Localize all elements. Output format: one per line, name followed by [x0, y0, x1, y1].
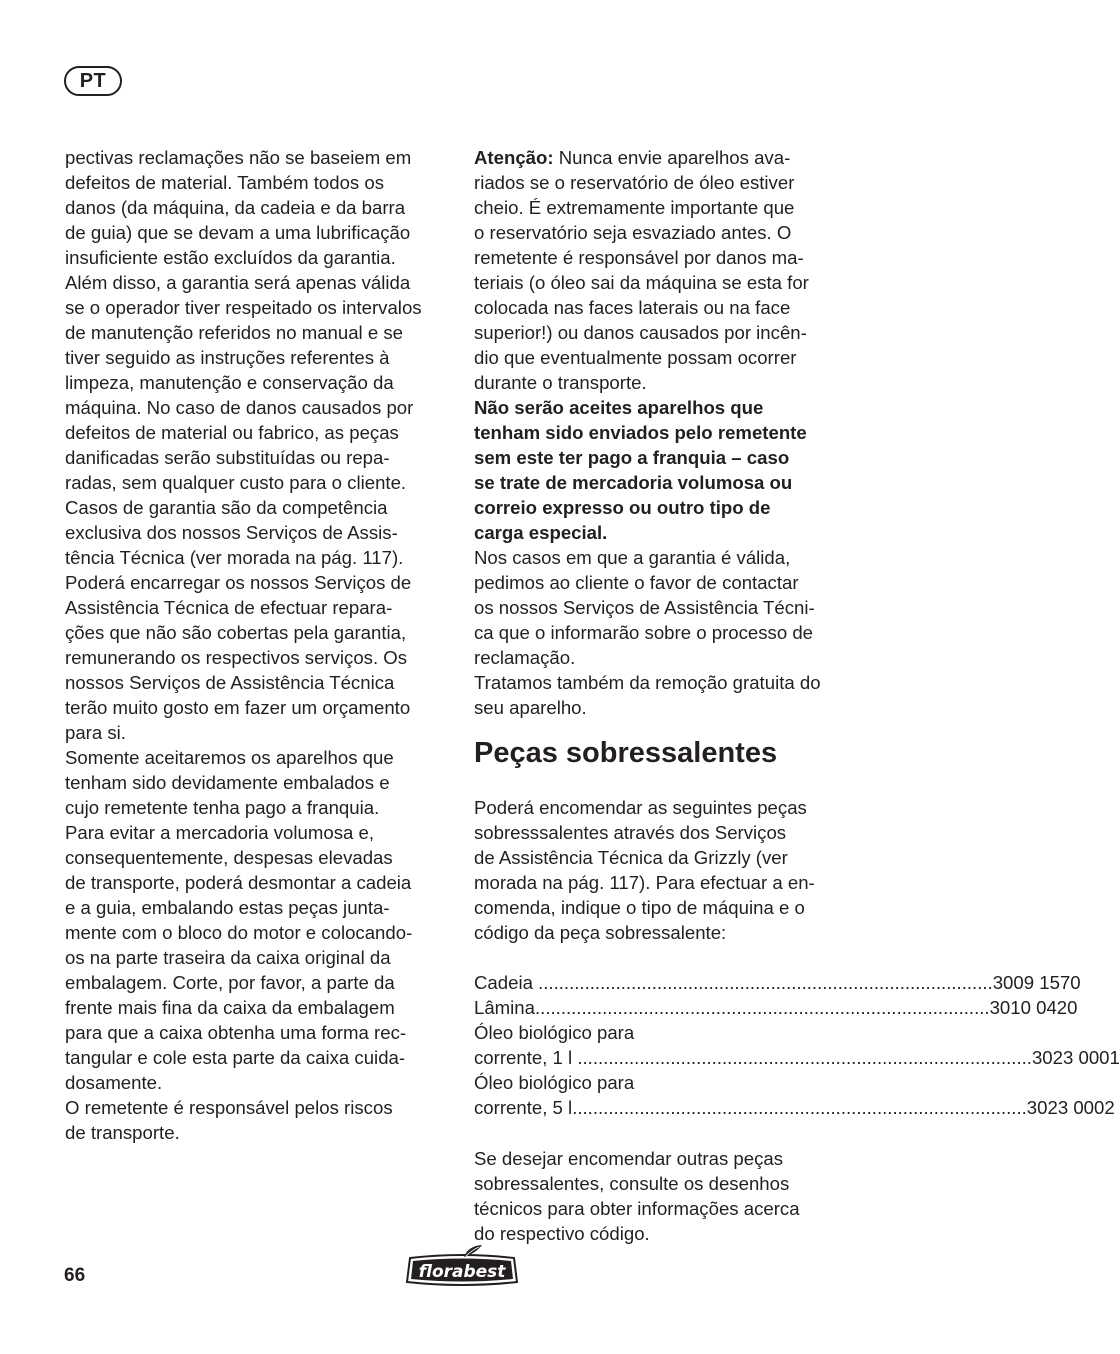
- text-line: Se desejar encomendar outras peças: [474, 1148, 784, 1169]
- part-row: [474, 1045, 1120, 1070]
- text-line: frente mais fina da caixa da embalagem: [65, 997, 395, 1018]
- part-row: [474, 1095, 1115, 1120]
- text-line: sobresssalentes através dos Serviços: [474, 822, 787, 843]
- part-name-prefix: Óleo biológico para: [474, 1022, 635, 1043]
- text-line: Casos de garantia são da competência: [65, 497, 388, 518]
- text-line: cheio. É extremamente importante que: [474, 197, 795, 218]
- part-code: 3023 0002: [1026, 1097, 1115, 1118]
- right-column: [474, 145, 864, 720]
- text-line: dio que eventualmente possam ocorrer: [474, 347, 797, 368]
- text-line: e a guia, embalando estas peças junta-: [65, 897, 390, 918]
- leader-dots: ........................................................................................: [572, 1097, 1027, 1118]
- part-name: corrente, 1 l: [474, 1047, 573, 1068]
- text-line: de manutenção referidos no manual e se: [65, 322, 404, 343]
- part-row: [474, 970, 1081, 995]
- text-line: sobressalentes, consulte os desenhos: [474, 1173, 790, 1194]
- warning-line: carga especial.: [474, 522, 608, 543]
- warning-line: se trate de mercadoria volumosa ou: [474, 472, 793, 493]
- text-line: danos (da máquina, da cadeia e da barra: [65, 197, 406, 218]
- text-line: os na parte traseira da caixa original da: [65, 947, 391, 968]
- text-line: para que a caixa obtenha uma forma rec-: [65, 1022, 407, 1043]
- text-line: remetente é responsável por danos ma-: [474, 247, 804, 268]
- text-line: nossos Serviços de Assistência Técnica: [65, 672, 395, 693]
- text-line: técnicos para obter informações acerca: [474, 1198, 800, 1219]
- text-line: o reservatório seja esvaziado antes. O: [474, 222, 792, 243]
- text-line: mente com o bloco do motor e colocando-: [65, 922, 413, 943]
- page-number: 66: [64, 1265, 86, 1286]
- part-name: corrente, 5 l: [474, 1097, 573, 1118]
- text-line: se o operador tiver respeitado os intervalos: [65, 297, 422, 318]
- text-line: danificadas serão substituídas ou repa-: [65, 447, 390, 468]
- text-line: terão muito gosto em fazer um orçamento: [65, 697, 411, 718]
- part-code: 3009 1570: [992, 972, 1081, 993]
- leader-dots: ........................................................................................: [532, 972, 993, 993]
- text-line: comenda, indique o tipo de máquina e o: [474, 897, 805, 918]
- text-line: seu aparelho.: [474, 697, 587, 718]
- text-line: remunerando os respectivos serviços. Os: [65, 647, 408, 668]
- florabest-logo: [404, 1244, 520, 1290]
- warning-line: correio expresso ou outro tipo de: [474, 497, 771, 518]
- attention-text: Nunca envie aparelhos ava-: [553, 147, 791, 168]
- text-line: morada na pág. 117). Para efectuar a en-: [474, 872, 815, 893]
- part-name-prefix: Óleo biológico para: [474, 1072, 635, 1093]
- text-line: Além disso, a garantia será apenas válida: [65, 272, 411, 293]
- text-line: tência Técnica (ver morada na pág. 117).: [65, 547, 404, 568]
- text-line: os nossos Serviços de Assistência Técni-: [474, 597, 815, 618]
- text-line: Poderá encomendar as seguintes peças: [474, 797, 807, 818]
- text-line: teriais (o óleo sai da máquina se esta for: [474, 272, 809, 293]
- leader-dots: ........................................................................................: [572, 1047, 1032, 1068]
- leader-dots: ........................................................................................: [534, 997, 990, 1018]
- text-line: Nos casos em que a garantia é válida,: [474, 547, 791, 568]
- text-line: tangular e cole esta parte da caixa cuida-: [65, 1047, 406, 1068]
- text-line: O remetente é responsável pelos riscos: [65, 1097, 393, 1118]
- text-line: do respectivo código.: [474, 1223, 650, 1244]
- text-line: dosamente.: [65, 1072, 163, 1093]
- text-line: cujo remetente tenha pago a franquia.: [65, 797, 380, 818]
- spare-parts-intro: [474, 795, 815, 945]
- spare-parts-list: [474, 970, 1120, 1120]
- part-code: 3023 0001: [1031, 1047, 1120, 1068]
- text-line: de transporte.: [65, 1122, 180, 1143]
- text-line: Assistência Técnica de efectuar repara-: [65, 597, 393, 618]
- part-code: 3010 0420: [989, 997, 1078, 1018]
- text-line: durante o transporte.: [474, 372, 647, 393]
- left-column: [65, 145, 455, 1145]
- text-line: pectivas reclamações não se baseiem em: [65, 147, 412, 168]
- text-line: de transporte, poderá desmontar a cadeia: [65, 872, 412, 893]
- attention-line: [474, 145, 864, 170]
- part-name: Lâmina: [474, 997, 535, 1018]
- text-line: radas, sem qualquer custo para o cliente.: [65, 472, 407, 493]
- text-line: Para evitar a mercadoria volumosa e,: [65, 822, 375, 843]
- text-line: de Assistência Técnica da Grizzly (ver: [474, 847, 788, 868]
- text-line: Somente aceitaremos os aparelhos que: [65, 747, 394, 768]
- text-line: para si.: [65, 722, 126, 743]
- text-line: consequentemente, despesas elevadas: [65, 847, 393, 868]
- spare-parts-outro: [474, 1146, 800, 1246]
- text-line: máquina. No caso de danos causados por: [65, 397, 414, 418]
- text-line: reclamação.: [474, 647, 576, 668]
- text-line: pedimos ao cliente o favor de contactar: [474, 572, 799, 593]
- text-line: defeitos de material. Também todos os: [65, 172, 385, 193]
- text-line: ções que não são cobertas pela garantia,: [65, 622, 407, 643]
- text-line: insuficiente estão excluídos da garantia.: [65, 247, 396, 268]
- attention-label: Atenção:: [474, 147, 554, 168]
- text-line: riados se o reservatório de óleo estiver: [474, 172, 795, 193]
- text-line: embalagem. Corte, por favor, a parte da: [65, 972, 395, 993]
- text-line: exclusiva dos nossos Serviços de Assis-: [65, 522, 398, 543]
- logo-text: florabest: [418, 1262, 506, 1282]
- warning-line: Não serão aceites aparelhos que: [474, 397, 764, 418]
- warning-line: tenham sido enviados pelo remetente: [474, 422, 807, 443]
- language-code: PT: [79, 69, 107, 92]
- text-line: colocada nas faces laterais ou na face: [474, 297, 791, 318]
- text-line: ca que o informarão sobre o processo de: [474, 622, 814, 643]
- part-row: [474, 995, 1078, 1020]
- text-line: limpeza, manutenção e conservação da: [65, 372, 394, 393]
- text-line: de guia) que se devam a uma lubrificação: [65, 222, 411, 243]
- text-line: defeitos de material ou fabrico, as peças: [65, 422, 399, 443]
- text-line: tiver seguido as instruções referentes à: [65, 347, 390, 368]
- warning-line: sem este ter pago a franquia – caso: [474, 447, 790, 468]
- language-badge: [64, 66, 122, 96]
- section-heading: Peças sobressalentes: [474, 737, 778, 769]
- text-line: tenham sido devidamente embalados e: [65, 772, 390, 793]
- text-line: superior!) ou danos causados por incên-: [474, 322, 807, 343]
- text-line: Poderá encarregar os nossos Serviços de: [65, 572, 412, 593]
- text-line: código da peça sobressalente:: [474, 922, 727, 943]
- part-name: Cadeia: [474, 972, 533, 993]
- text-line: Tratamos também da remoção gratuita do: [474, 672, 821, 693]
